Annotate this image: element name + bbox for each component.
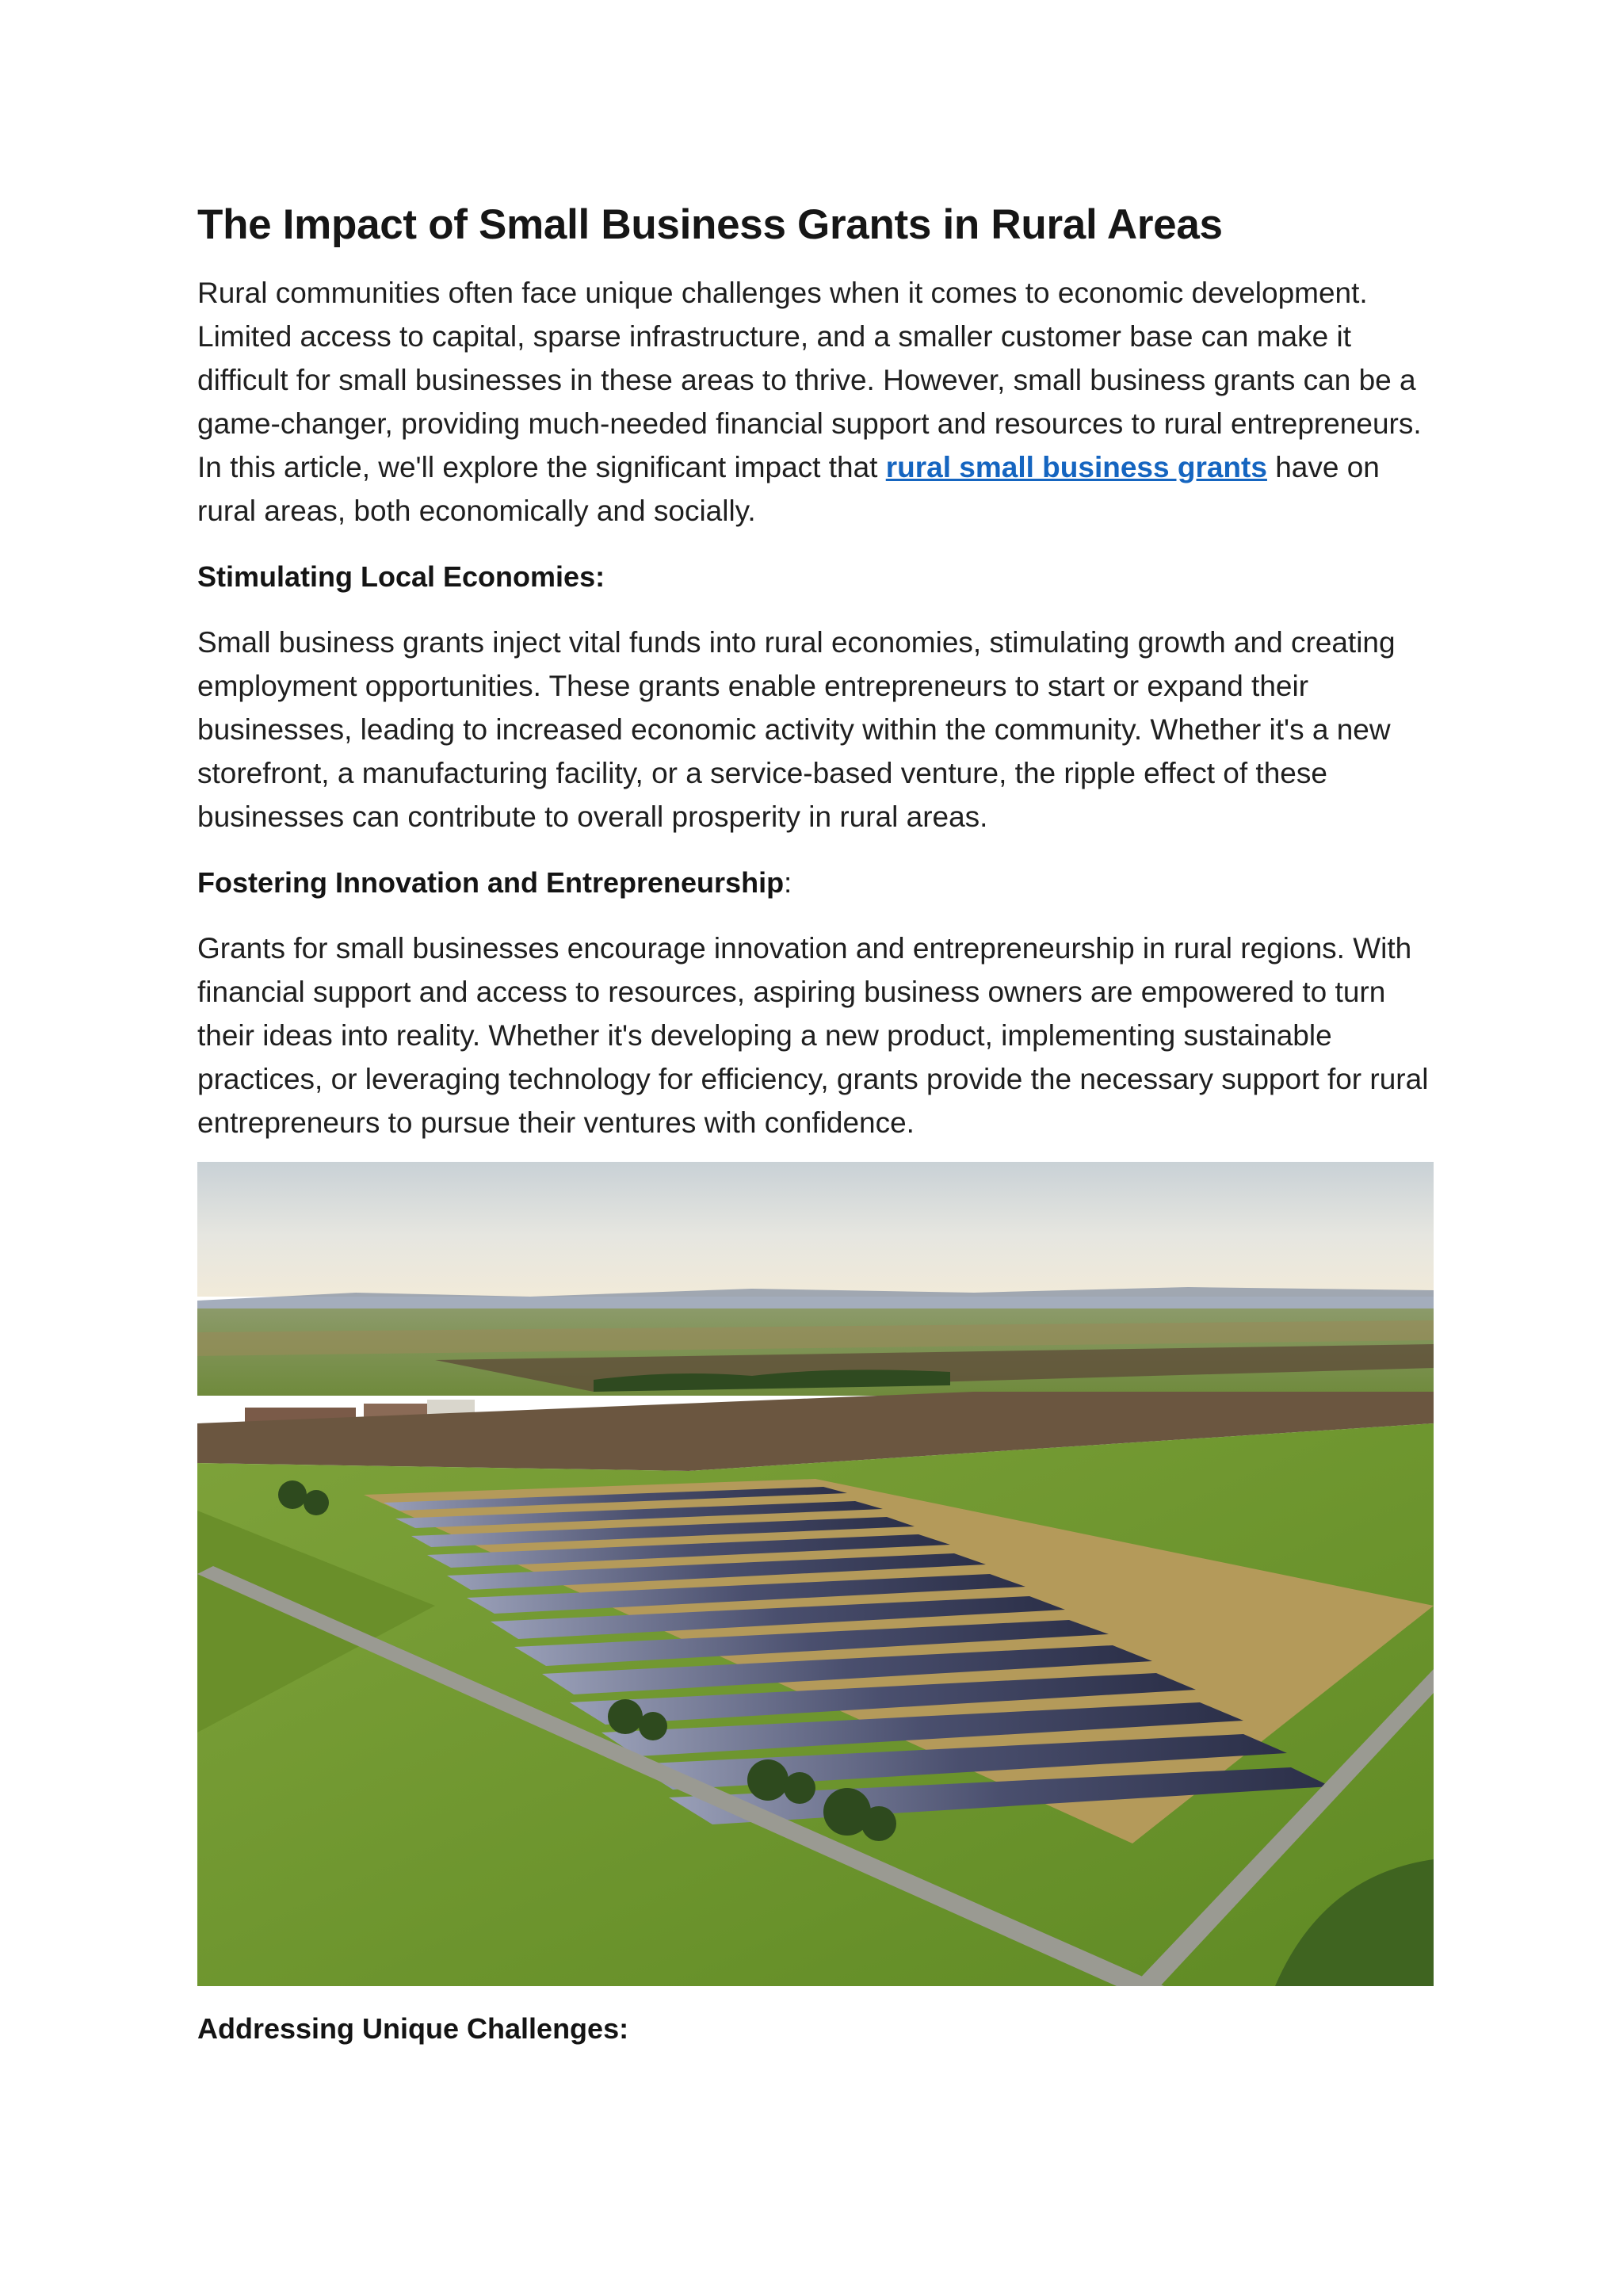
article-title: The Impact of Small Business Grants in Rural Areas	[197, 201, 1223, 248]
solar-farm-photo	[197, 1162, 1434, 1986]
section-heading-fostering-colon: :	[784, 866, 792, 899]
intro-text-after-link: have on rural areas, both economically and socially.	[197, 451, 1380, 527]
section-heading-fostering	[197, 861, 1434, 904]
article-page	[197, 198, 1434, 2050]
section-heading-addressing: Addressing Unique Challenges:	[197, 2012, 629, 2045]
section-body-fostering: Grants for small businesses encourage innovation and entrepreneurship in rural regions. With financial support and access to resources, aspiring business owners are empowered to turn their ideas into reality. Whether it's developing a new product, implementing sustainable practices, or leveraging technology for efficiency, grants provide the necessary support for rural entrepreneurs to pursue their ventures with confidence.	[197, 932, 1429, 1139]
section-body-stimulating: Small business grants inject vital funds into rural economies, stimulating growth and creating employment opportunities. These grants enable entrepreneurs to start or expand their businesses, leading to increased economic activity within the community. Whether it's a new storefront, a manufacturing facility, or a service-based venture, the ripple effect of these businesses can contribute to overall prosperity in rural areas.	[197, 626, 1396, 833]
section-heading-fostering-text: Fostering Innovation and Entrepreneurship	[197, 866, 785, 899]
rural-small-business-grants-link[interactable]: rural small business grants	[885, 451, 1267, 483]
section-heading-stimulating: Stimulating Local Economies:	[197, 560, 605, 593]
intro-paragraph	[197, 271, 1434, 533]
intro-text-before-link: Rural communities often face unique challenges when it comes to economic development. Limited access to capital, sparse infrastructure, and a smaller customer base can make it difficult for small businesses in these areas to thrive. However, small business grants can be a game-changer, providing much-needed financial support and resources to rural entrepreneurs. In this article, we'll explore the significant impact that	[197, 277, 1422, 483]
